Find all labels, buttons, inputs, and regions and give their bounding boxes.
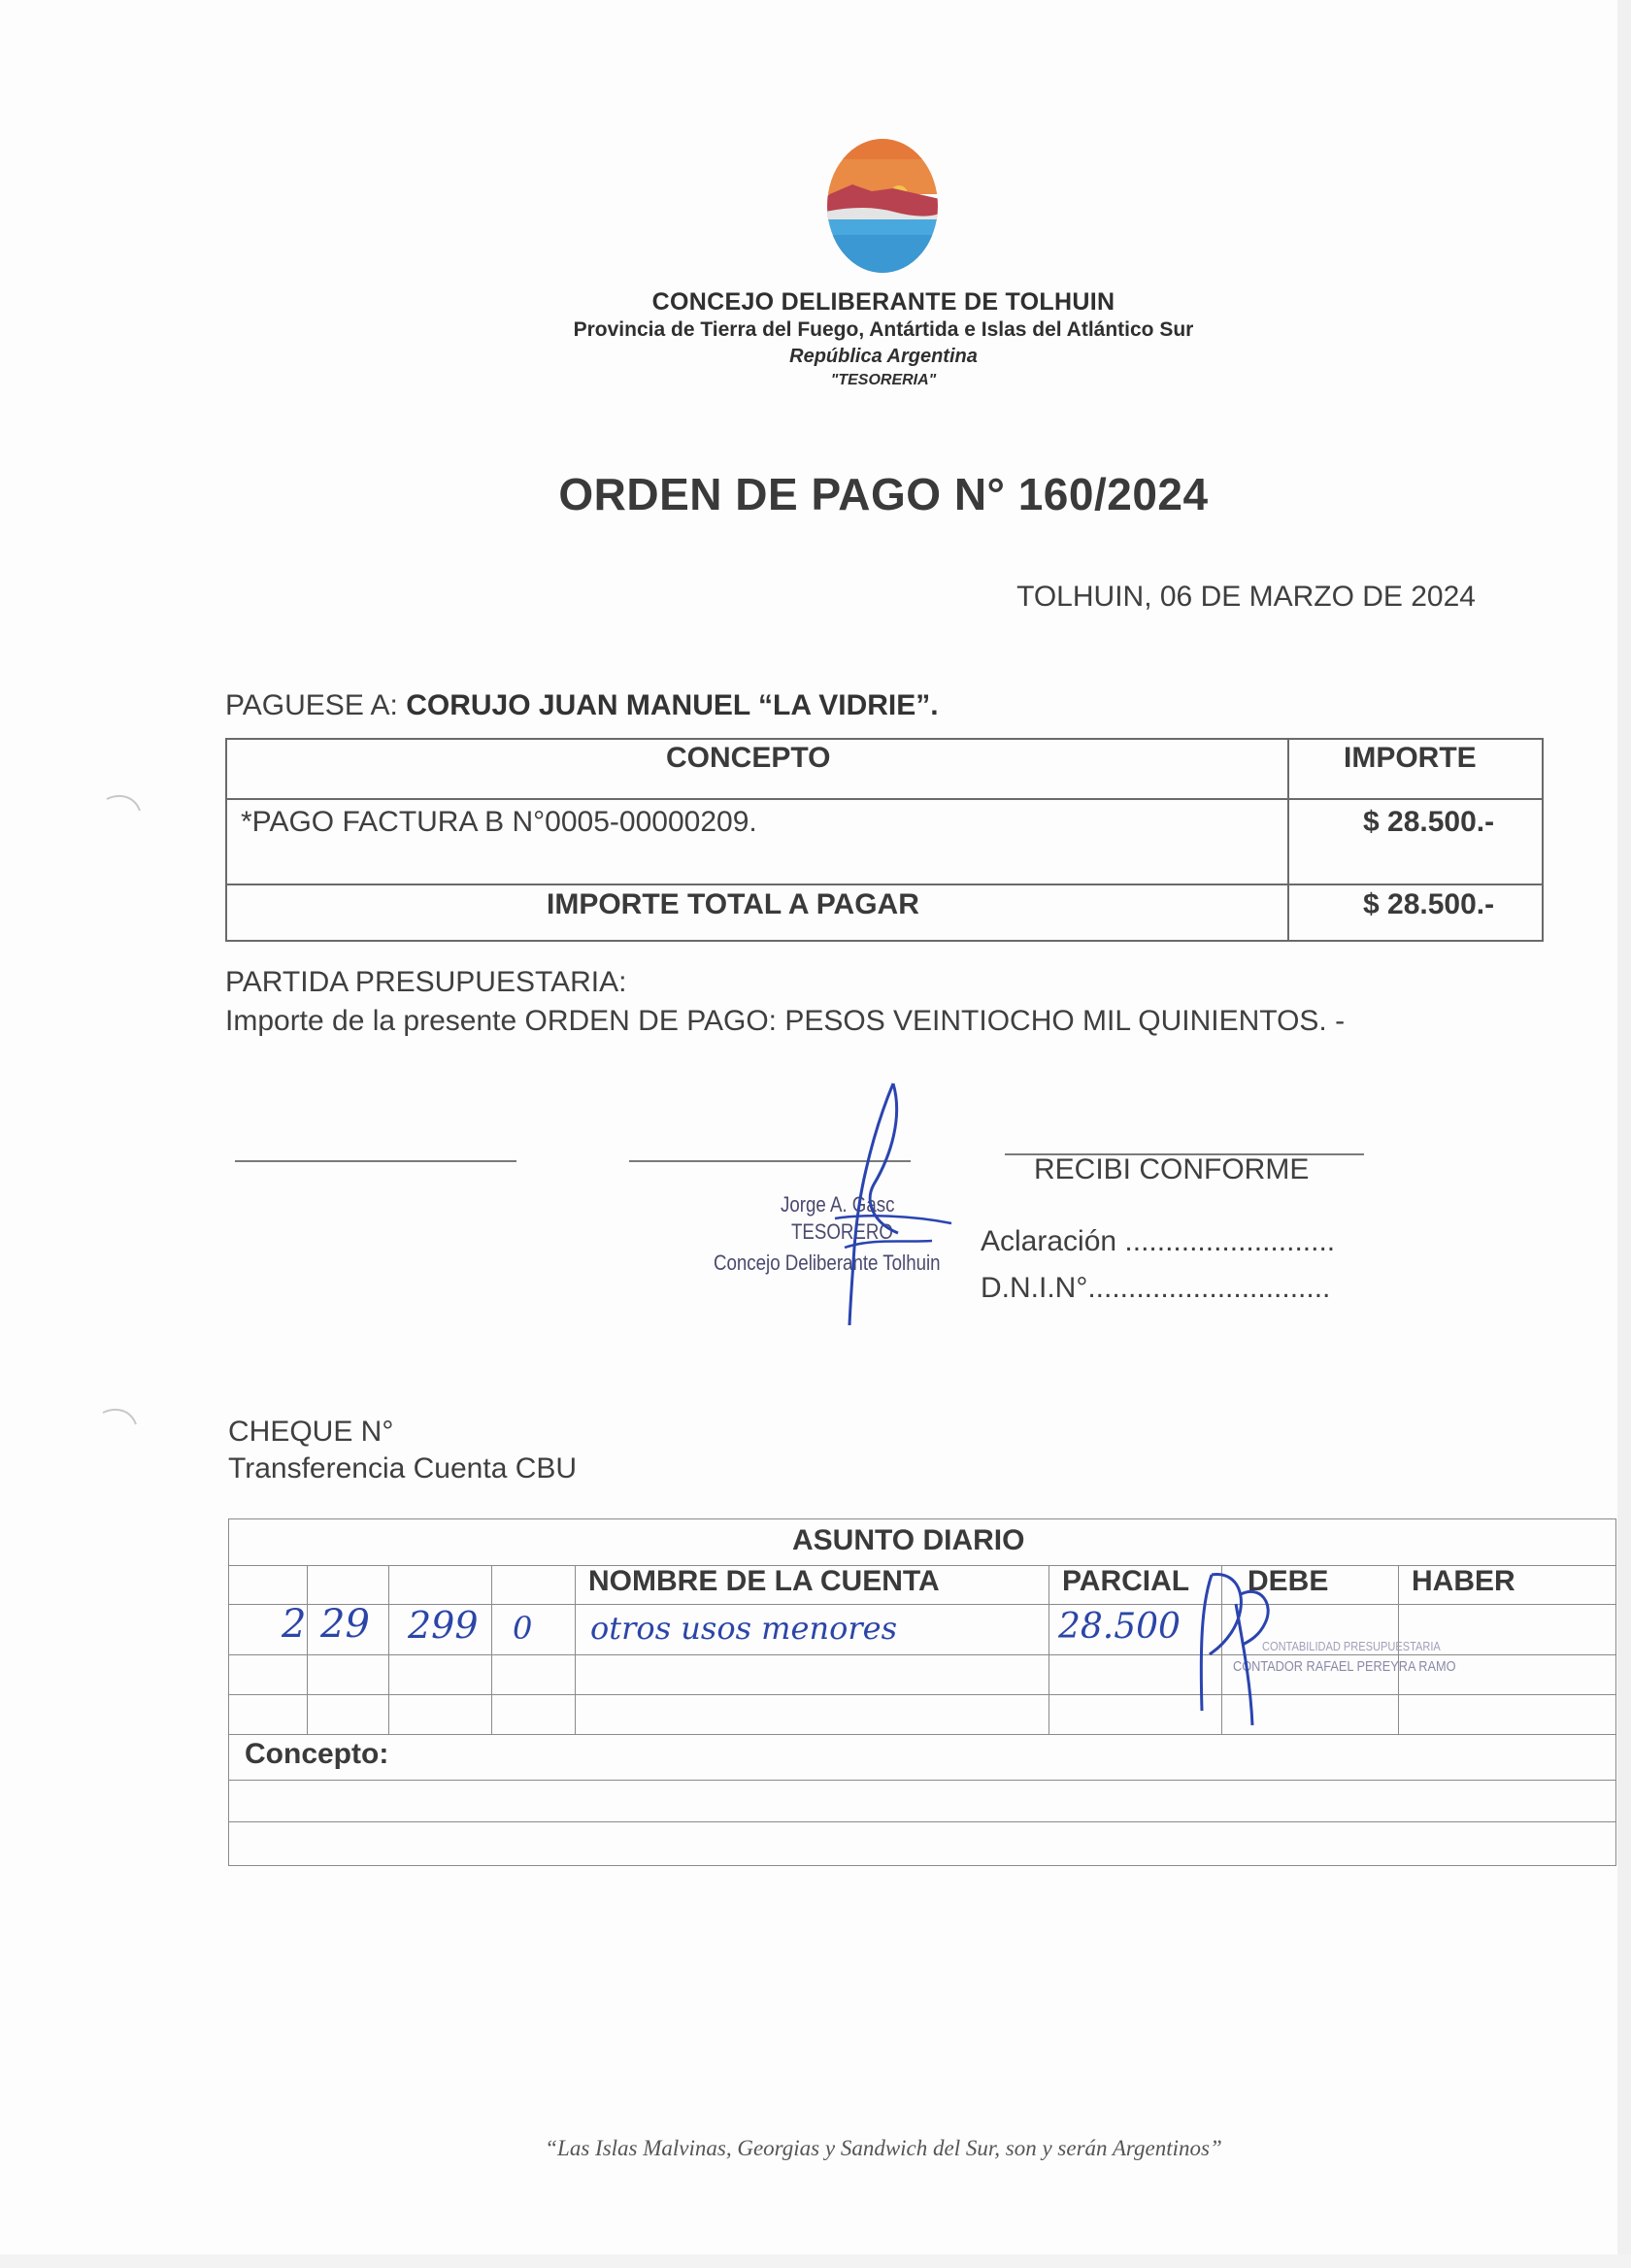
handwritten-code-4: 0 (513, 1610, 533, 1647)
signer-name: Jorge A. Gasc (781, 1192, 895, 1217)
total-label: IMPORTE TOTAL A PAGAR (547, 888, 919, 920)
handwritten-partial: 28.500 (1058, 1607, 1181, 1647)
debit-header: DEBE (1248, 1565, 1329, 1597)
council-logo (825, 138, 940, 274)
scan-edge-bottom (0, 2254, 1631, 2268)
payee-line (225, 689, 939, 722)
payee-label: PAGUESE A: (225, 689, 398, 721)
journal-col-3 (491, 1565, 492, 1734)
handwritten-code-1: 2 (282, 1602, 307, 1647)
footer-motto: “Las Islas Malvinas, Georgias y Sandwich del Sur, son y serán Argentinos” (545, 2136, 1222, 2160)
journal-title: ASUNTO DIARIO (792, 1524, 1025, 1556)
signer-role: TESORERO (791, 1219, 893, 1244)
signer-entity: Concejo Deliberante Tolhuin (714, 1251, 941, 1275)
handwritten-account: otros usos menores (590, 1610, 897, 1647)
journal-col-1 (307, 1565, 308, 1734)
total-amount: $ 28.500.- (1363, 888, 1495, 920)
clarification-field: Aclaración .......................... (981, 1225, 1336, 1257)
accounting-stamp-line-2: CONTADOR RAFAEL PEREYRA RAMO (1233, 1658, 1456, 1675)
province-name: Provincia de Tierra del Fuego, Antártida e Islas del Atlántico Sur (573, 318, 1194, 341)
org-name: CONCEJO DELIBERANTE DE TOLHUIN (651, 288, 1115, 316)
journal-rule-3 (228, 1654, 1616, 1655)
department-name: "TESORERIA" (830, 372, 937, 388)
signature-line-1 (235, 1160, 516, 1162)
journal-rule-5 (228, 1734, 1616, 1735)
budget-label: PARTIDA PRESUPUESTARIA: (225, 966, 627, 998)
journal-col-2 (388, 1565, 389, 1734)
amount-header: IMPORTE (1344, 742, 1477, 774)
payee-name: CORUJO JUAN MANUEL “LA VIDRIE”. (406, 689, 939, 721)
document-date: TOLHUIN, 06 DE MARZO DE 2024 (1016, 581, 1476, 613)
concept-table-divider (1287, 738, 1289, 940)
partial-header: PARCIAL (1062, 1565, 1190, 1597)
account-name-header: NOMBRE DE LA CUENTA (588, 1565, 940, 1597)
concept-item-amount: $ 28.500.- (1363, 806, 1495, 838)
concept-header: CONCEPTO (666, 742, 831, 774)
journal-concept-label: Concepto: (245, 1738, 389, 1770)
country-name: República Argentina (789, 346, 978, 367)
concept-total-rule (225, 884, 1542, 885)
journal-rule-7 (228, 1821, 1616, 1822)
concept-header-rule (225, 798, 1542, 800)
handwritten-code-2: 29 (320, 1602, 370, 1647)
budget-amount-text: Importe de la presente ORDEN DE PAGO: PESOS VEINTIOCHO MIL QUINIENTOS. - (225, 1005, 1346, 1037)
cheque-label: CHEQUE N° (228, 1416, 394, 1448)
credit-header: HABER (1412, 1565, 1515, 1597)
hole-punch-mark (105, 791, 144, 820)
treasurer-signature (806, 1078, 981, 1330)
dni-field: D.N.I.N°.............................. (981, 1272, 1331, 1304)
handwritten-code-3: 299 (408, 1604, 479, 1647)
accountant-initials (1182, 1565, 1289, 1730)
journal-col-5 (1048, 1565, 1049, 1734)
transfer-label: Transferencia Cuenta CBU (228, 1452, 578, 1484)
journal-col-4 (575, 1565, 576, 1734)
journal-rule-4 (228, 1694, 1616, 1695)
concept-item: *PAGO FACTURA B N°0005-00000209. (241, 806, 757, 838)
journal-rule-6 (228, 1780, 1616, 1781)
accounting-stamp-line-1: CONTABILIDAD PRESUPUESTARIA (1262, 1639, 1441, 1653)
received-label: RECIBI CONFORME (1034, 1153, 1310, 1185)
document-title: ORDEN DE PAGO N° 160/2024 (558, 469, 1209, 519)
hole-punch-mark (101, 1405, 140, 1434)
